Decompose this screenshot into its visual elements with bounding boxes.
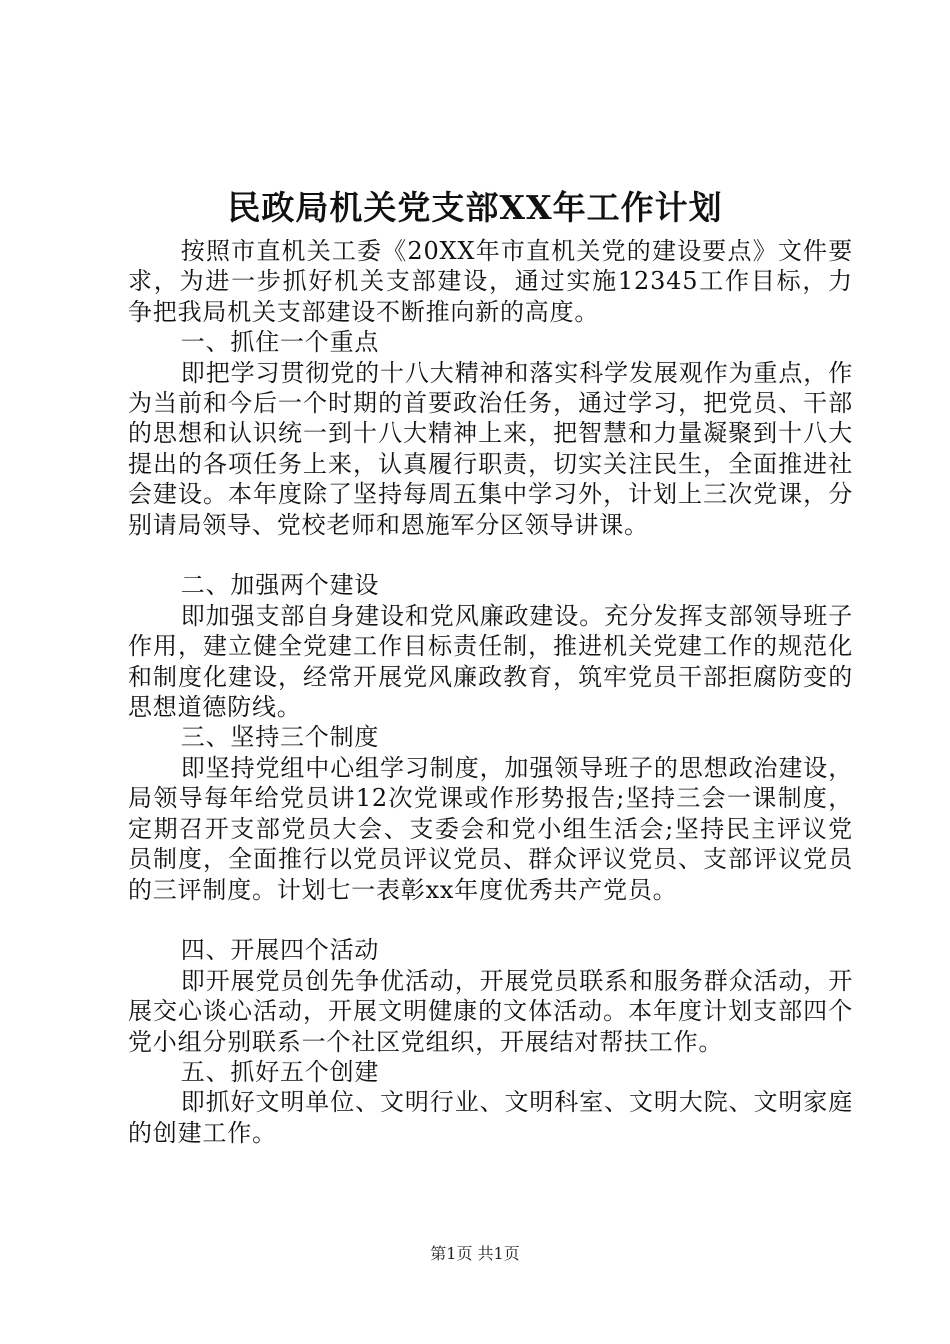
page-footer: 第1页 共1页 bbox=[430, 1244, 520, 1263]
document-body bbox=[128, 236, 853, 1148]
section-heading-1: 一、抓住一个重点 bbox=[180, 328, 380, 357]
section-heading-3: 三、坚持三个制度 bbox=[180, 723, 380, 752]
section-text-2: 即加强支部自身建设和党风廉政建设。充分发挥支部领导班子作用，建立健全党建工作目标责任制，推进机关党建工作的规范化和制度化建设，经常开展党风廉政教育，筑牢党员干部拒腐防变的思想道德防线。 bbox=[128, 601, 853, 722]
section-text-4: 即开展党员创先争优活动，开展党员联系和服务群众活动，开展交心谈心活动，开展文明健康的文体活动。本年度计划支部四个党小组分别联系一个社区党组织，开展结对帮扶工作。 bbox=[128, 966, 853, 1056]
paragraph-gap bbox=[128, 540, 853, 570]
document-title: 民政局机关党支部XX年工作计划 bbox=[227, 188, 723, 227]
section-text-5: 即抓好文明单位、文明行业、文明科室、文明大院、文明家庭的创建工作。 bbox=[128, 1088, 853, 1147]
section-text-3: 即坚持党组中心组学习制度，加强领导班子的思想政治建设，局领导每年给党员讲12次党课或作形势报告;坚持三会一课制度，定期召开支部党员大会、支委会和党小组生活会;坚持民主评议党员制度，全面推行以党员评议党员、群众评议党员、支部评议党员的三评制度。计划七一表彰xx年度优秀共产党员。 bbox=[128, 753, 853, 904]
section-heading-5: 五、抓好五个创建 bbox=[180, 1057, 380, 1086]
section-heading-4: 四、开展四个活动 bbox=[180, 936, 380, 965]
paragraph-gap bbox=[128, 905, 853, 935]
section-heading-2: 二、加强两个建设 bbox=[180, 571, 380, 600]
section-text-1: 即把学习贯彻党的十八大精神和落实科学发展观作为重点，作为当前和今后一个时期的首要政治任务，通过学习，把党员、干部的思想和认识统一到十八大精神上来，把智慧和力量凝聚到十八大提出的各项任务上来，认真履行职责，切实关注民生，全面推进社会建设。本年度除了坚持每周五集中学习外，计划上三次党课，分别请局领导、党校老师和恩施军分区领导讲课。 bbox=[128, 358, 853, 539]
intro-paragraph: 按照市直机关工委《20XX年市直机关党的建设要点》文件要求，为进一步抓好机关支部建设，通过实施12345工作目标，力争把我局机关支部建设不断推向新的高度。 bbox=[128, 237, 853, 326]
